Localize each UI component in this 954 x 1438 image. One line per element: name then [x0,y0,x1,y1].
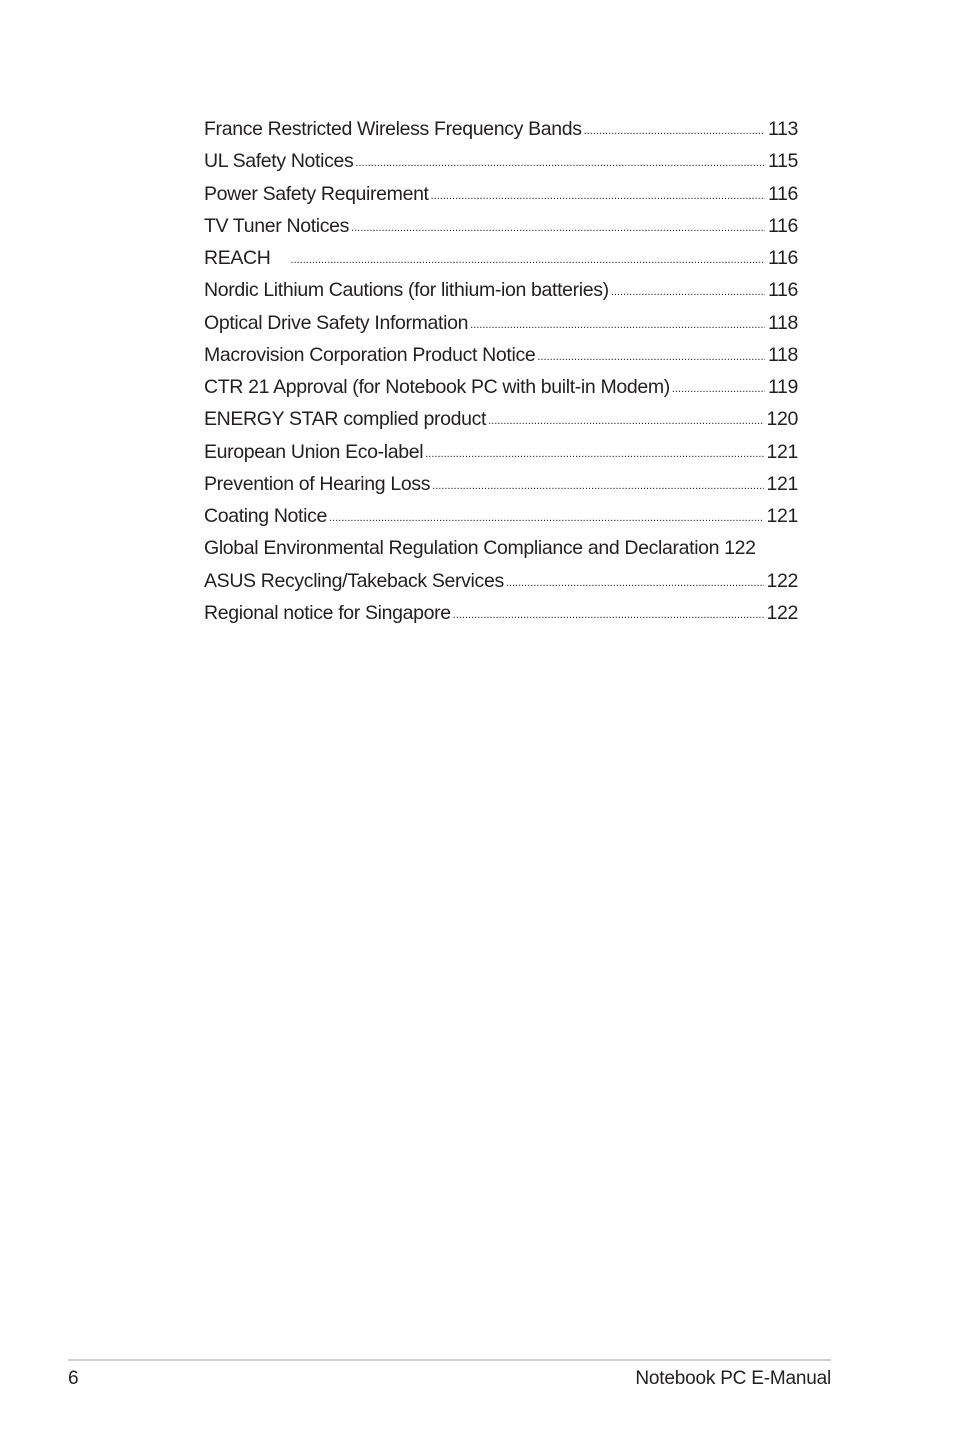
toc-entry-page: 122 [724,537,756,560]
toc-entry[interactable] [204,537,798,569]
table-of-contents [204,118,798,634]
toc-entry[interactable] [204,602,798,634]
toc-entry-title: Optical Drive Safety Information [204,311,469,334]
toc-entry[interactable] [204,473,798,505]
toc-entry[interactable] [204,312,798,344]
toc-entry-title: REACH [204,247,271,269]
toc-entry-page: 115 [767,150,798,173]
toc-entry[interactable] [204,150,798,182]
toc-dot-leader [432,480,763,492]
toc-entry-page: 122 [766,601,798,624]
toc-entry-title: Global Environmental Regulation Compliance and Declaration [204,537,720,560]
toc-entry-page: 122 [766,569,798,592]
toc-entry-page: 121 [766,505,798,527]
toc-dot-leader [584,125,765,137]
footer-page-number: 6 [68,1368,79,1389]
toc-entry[interactable] [204,279,798,311]
toc-dot-leader [537,351,765,363]
toc-dot-leader [453,609,764,621]
toc-entry-title: TV Tuner Notices [204,214,350,237]
toc-entry-title: Nordic Lithium Cautions (for lithium-ion batteries) [204,279,609,302]
toc-dot-leader [506,577,764,589]
toc-dot-leader [488,415,763,427]
toc-entry-page: 116 [767,214,798,237]
toc-entry[interactable] [204,183,798,215]
toc-entry-page: 120 [766,408,798,431]
toc-entry-title: ASUS Recycling/Takeback Services [204,569,504,592]
toc-entry[interactable] [204,376,798,408]
toc-entry-page: 118 [767,343,798,366]
toc-dot-leader [329,512,763,524]
toc-entry-page: 116 [767,182,798,205]
toc-entry-page: 121 [766,440,798,463]
toc-dot-leader [611,286,765,298]
toc-entry-title: Regional notice for Singapore [204,601,451,624]
toc-entry-title: CTR 21 Approval (for Notebook PC with built-in Modem) [204,376,670,398]
toc-dot-leader [431,190,765,202]
toc-entry[interactable] [204,408,798,440]
footer-manual-title: Notebook PC E-Manual [635,1368,831,1389]
toc-dot-leader [355,157,765,169]
toc-entry[interactable] [204,344,798,376]
footer-divider [68,1359,831,1361]
toc-entry-title: European Union Eco-label [204,440,424,463]
toc-entry-page: 121 [766,472,798,495]
toc-entry-title: Macrovision Corporation Product Notice [204,343,536,366]
toc-entry-page: 116 [767,279,798,302]
toc-entry-title: Coating Notice [204,505,328,527]
toc-entry-page: 116 [767,247,798,269]
toc-entry[interactable] [204,505,798,537]
toc-dot-leader [425,448,763,460]
toc-dot-leader [291,254,765,266]
toc-entry-title: ENERGY STAR complied product [204,408,487,431]
toc-entry[interactable] [204,441,798,473]
toc-entry-title: France Restricted Wireless Frequency Bands [204,118,582,140]
toc-entry[interactable] [204,215,798,247]
toc-entry[interactable] [204,247,798,279]
toc-entry-page: 119 [767,376,798,398]
toc-entry-title: Prevention of Hearing Loss [204,472,431,495]
toc-entry[interactable] [204,118,798,150]
toc-entry-page: 113 [767,118,798,140]
toc-entry-page: 118 [767,311,798,334]
toc-entry-title: Power Safety Requirement [204,182,429,205]
toc-dot-leader [672,383,765,395]
toc-dot-leader [351,222,765,234]
toc-entry-title: UL Safety Notices [204,150,354,173]
toc-entry[interactable] [204,570,798,602]
toc-dot-leader [470,319,765,331]
